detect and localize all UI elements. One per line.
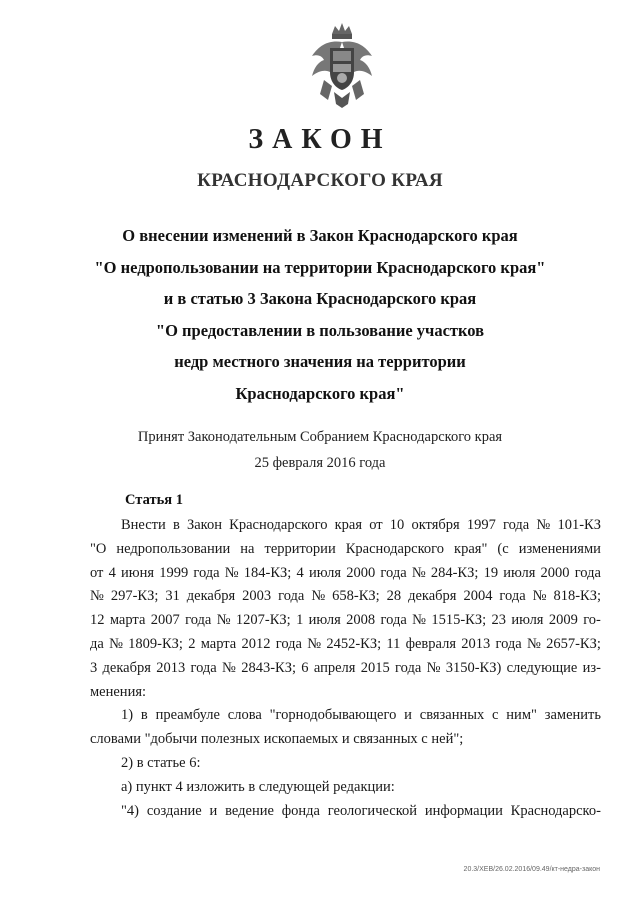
body-word: года: [574, 564, 601, 581]
body-word: №: [536, 517, 551, 533]
body-word: с: [492, 707, 499, 724]
body-word: года: [278, 588, 305, 605]
body-word: создание: [146, 802, 202, 819]
body-word: 2007: [150, 612, 180, 629]
body-word: "4): [121, 802, 139, 819]
body-word: в: [140, 707, 148, 724]
body-word: 2843-КЗ;: [241, 659, 296, 676]
body-word: года: [193, 564, 220, 581]
body-word: заменить: [544, 707, 601, 724]
body-word: 2009: [548, 612, 578, 629]
adoption-info: [0, 424, 640, 476]
body-word: 31: [165, 588, 180, 605]
body-word: 1515-КЗ;: [431, 612, 487, 629]
heading-line: "О недропользовании на территории Краснодарского края": [94, 257, 546, 277]
body-word: июля: [308, 564, 342, 581]
body-line: [90, 657, 601, 681]
body-word: связанных: [419, 707, 485, 724]
body-word: №: [526, 635, 541, 652]
body-word: октября: [411, 517, 460, 533]
body-word: года: [190, 659, 217, 676]
body-word: 284-КЗ;: [430, 564, 479, 581]
body-word: 2003: [242, 588, 272, 605]
body-word: года: [275, 635, 302, 652]
body-word: ведение: [225, 802, 274, 819]
body-line: [90, 585, 601, 609]
body-word: 1809-КЗ;: [128, 635, 183, 652]
body-word: 2: [188, 635, 196, 652]
body-word: №: [109, 635, 123, 652]
body-word: преамбуле: [155, 707, 220, 724]
body-word: и: [404, 707, 412, 724]
body-word: да: [90, 635, 104, 652]
body-word: Краснодарского: [229, 517, 328, 533]
body-word: 2657-КЗ;: [546, 635, 601, 652]
body-word: 2000: [540, 564, 570, 581]
body-word: июня: [121, 564, 155, 581]
body-line: [90, 704, 601, 728]
body-word: 2008: [346, 612, 376, 629]
body-word: 1999: [159, 564, 189, 581]
body-word: 2015: [360, 659, 390, 676]
body-word: информации: [424, 802, 503, 819]
body-word: 2013: [156, 659, 186, 676]
body-word: марта: [109, 612, 146, 629]
body-word: №: [90, 588, 104, 605]
document-title: ЗАКОН: [248, 124, 392, 155]
body-word: на: [240, 540, 255, 557]
body-word: года: [185, 612, 212, 629]
body-word: "О: [90, 540, 107, 557]
body-word: фонда: [281, 802, 320, 819]
body-word: 4: [108, 564, 116, 581]
body-word: изменениями: [518, 540, 601, 557]
law-heading: [0, 220, 640, 409]
heading-line: "О предоставлении в пользование участков: [155, 320, 485, 340]
document-subtitle: КРАСНОДАРСКОГО КРАЯ: [197, 170, 443, 191]
body-word: 2000: [346, 564, 376, 581]
body-word: 2452-КЗ;: [326, 635, 382, 652]
body-word: июля: [503, 564, 536, 581]
article-body: [90, 514, 601, 823]
body-word: 3150-КЗ): [445, 659, 502, 676]
body-line: 2) в статье 6:: [121, 754, 201, 771]
body-word: №: [216, 612, 231, 629]
body-word: февраля: [405, 635, 456, 652]
body-word: 101-КЗ: [557, 517, 601, 533]
body-word: 10: [389, 517, 405, 533]
body-word: (с: [497, 540, 509, 557]
body-word: следующие: [506, 659, 578, 676]
body-word: 818-КЗ;: [553, 588, 601, 605]
body-word: Краснодарского: [345, 540, 445, 557]
body-word: года: [380, 564, 407, 581]
body-line: [90, 609, 601, 633]
body-word: Краснодарско-: [510, 802, 601, 819]
body-word: 297-КЗ;: [110, 588, 159, 605]
body-word: слова: [227, 707, 262, 724]
body-word: №: [222, 659, 236, 676]
body-word: декабря: [102, 659, 151, 676]
body-word: декабря: [408, 588, 457, 605]
body-word: июля: [308, 612, 341, 629]
body-line: а) пункт 4 изложить в следующей редакции:: [121, 778, 395, 795]
body-word: №: [411, 564, 426, 581]
heading-line: О внесении изменений в Закон Краснодарского края: [122, 226, 518, 245]
body-word: апреля: [313, 659, 356, 676]
body-word: №: [224, 564, 239, 581]
body-word: геологической: [327, 802, 418, 819]
coat-of-arms-icon: [302, 20, 382, 108]
body-word: 1: [296, 612, 304, 629]
body-word: от: [90, 564, 104, 581]
body-word: 23: [491, 612, 506, 629]
body-word: 19: [483, 564, 499, 581]
body-word: июля: [511, 612, 544, 629]
body-word: марта: [200, 635, 237, 652]
body-word: №: [426, 659, 441, 676]
body-word: 1997: [466, 517, 496, 533]
body-word: 184-КЗ;: [243, 564, 292, 581]
body-word: 12: [90, 612, 105, 629]
body-line: менения:: [90, 683, 147, 700]
body-line: [90, 800, 601, 824]
adoption-body: Принят Законодательным Собранием Краснодарского края: [137, 429, 503, 445]
body-word: "горнодобывающего: [269, 707, 397, 724]
body-word: 28: [386, 588, 402, 605]
heading-line: и в статью 3 Закона Краснодарского края: [163, 289, 477, 308]
body-word: №: [311, 588, 326, 605]
body-word: недропользовании: [116, 540, 231, 557]
body-line: [90, 538, 601, 562]
body-word: 2004: [463, 588, 493, 605]
body-word: территории: [264, 540, 336, 557]
body-word: края: [334, 517, 363, 533]
body-word: 2013: [461, 635, 491, 652]
body-word: года: [503, 517, 530, 533]
article-title: Статья 1: [125, 492, 183, 508]
body-word: в: [172, 517, 180, 533]
body-line: словами "добычи полезных ископаемых и связанных с ней";: [90, 731, 464, 748]
body-word: №: [412, 612, 426, 629]
body-word: ним": [506, 707, 537, 724]
body-word: 1): [121, 707, 134, 724]
body-word: из-: [582, 659, 601, 676]
body-word: №: [532, 588, 547, 605]
body-word: Внести: [121, 517, 166, 533]
body-word: 11: [386, 635, 401, 652]
body-word: года: [495, 635, 522, 652]
body-word: 1207-КЗ;: [235, 612, 291, 629]
body-word: го-: [583, 612, 601, 629]
body-word: Закон: [186, 517, 222, 533]
body-word: 3: [90, 659, 98, 676]
body-word: года: [380, 612, 407, 629]
body-word: №: [307, 635, 322, 652]
body-word: года: [395, 659, 422, 676]
body-line: [90, 562, 601, 586]
body-word: от: [369, 517, 383, 533]
body-word: 4: [296, 564, 304, 581]
body-word: и: [209, 802, 218, 819]
body-line: [90, 514, 601, 538]
body-word: года: [499, 588, 526, 605]
heading-line: Краснодарского края": [235, 383, 405, 403]
body-word: 6: [301, 659, 309, 676]
body-word: 2012: [241, 635, 271, 652]
heading-line: недр местного значения на территории: [174, 352, 466, 371]
adoption-date: 25 февраля 2016 года: [254, 455, 386, 471]
body-line: [90, 633, 601, 657]
footer-code: 20.3/ХЕВ/26.02.2016/09.49/кт-недра-закон: [463, 866, 600, 873]
body-word: 658-КЗ;: [332, 588, 380, 605]
body-word: края": [454, 540, 488, 557]
body-word: декабря: [186, 588, 236, 605]
